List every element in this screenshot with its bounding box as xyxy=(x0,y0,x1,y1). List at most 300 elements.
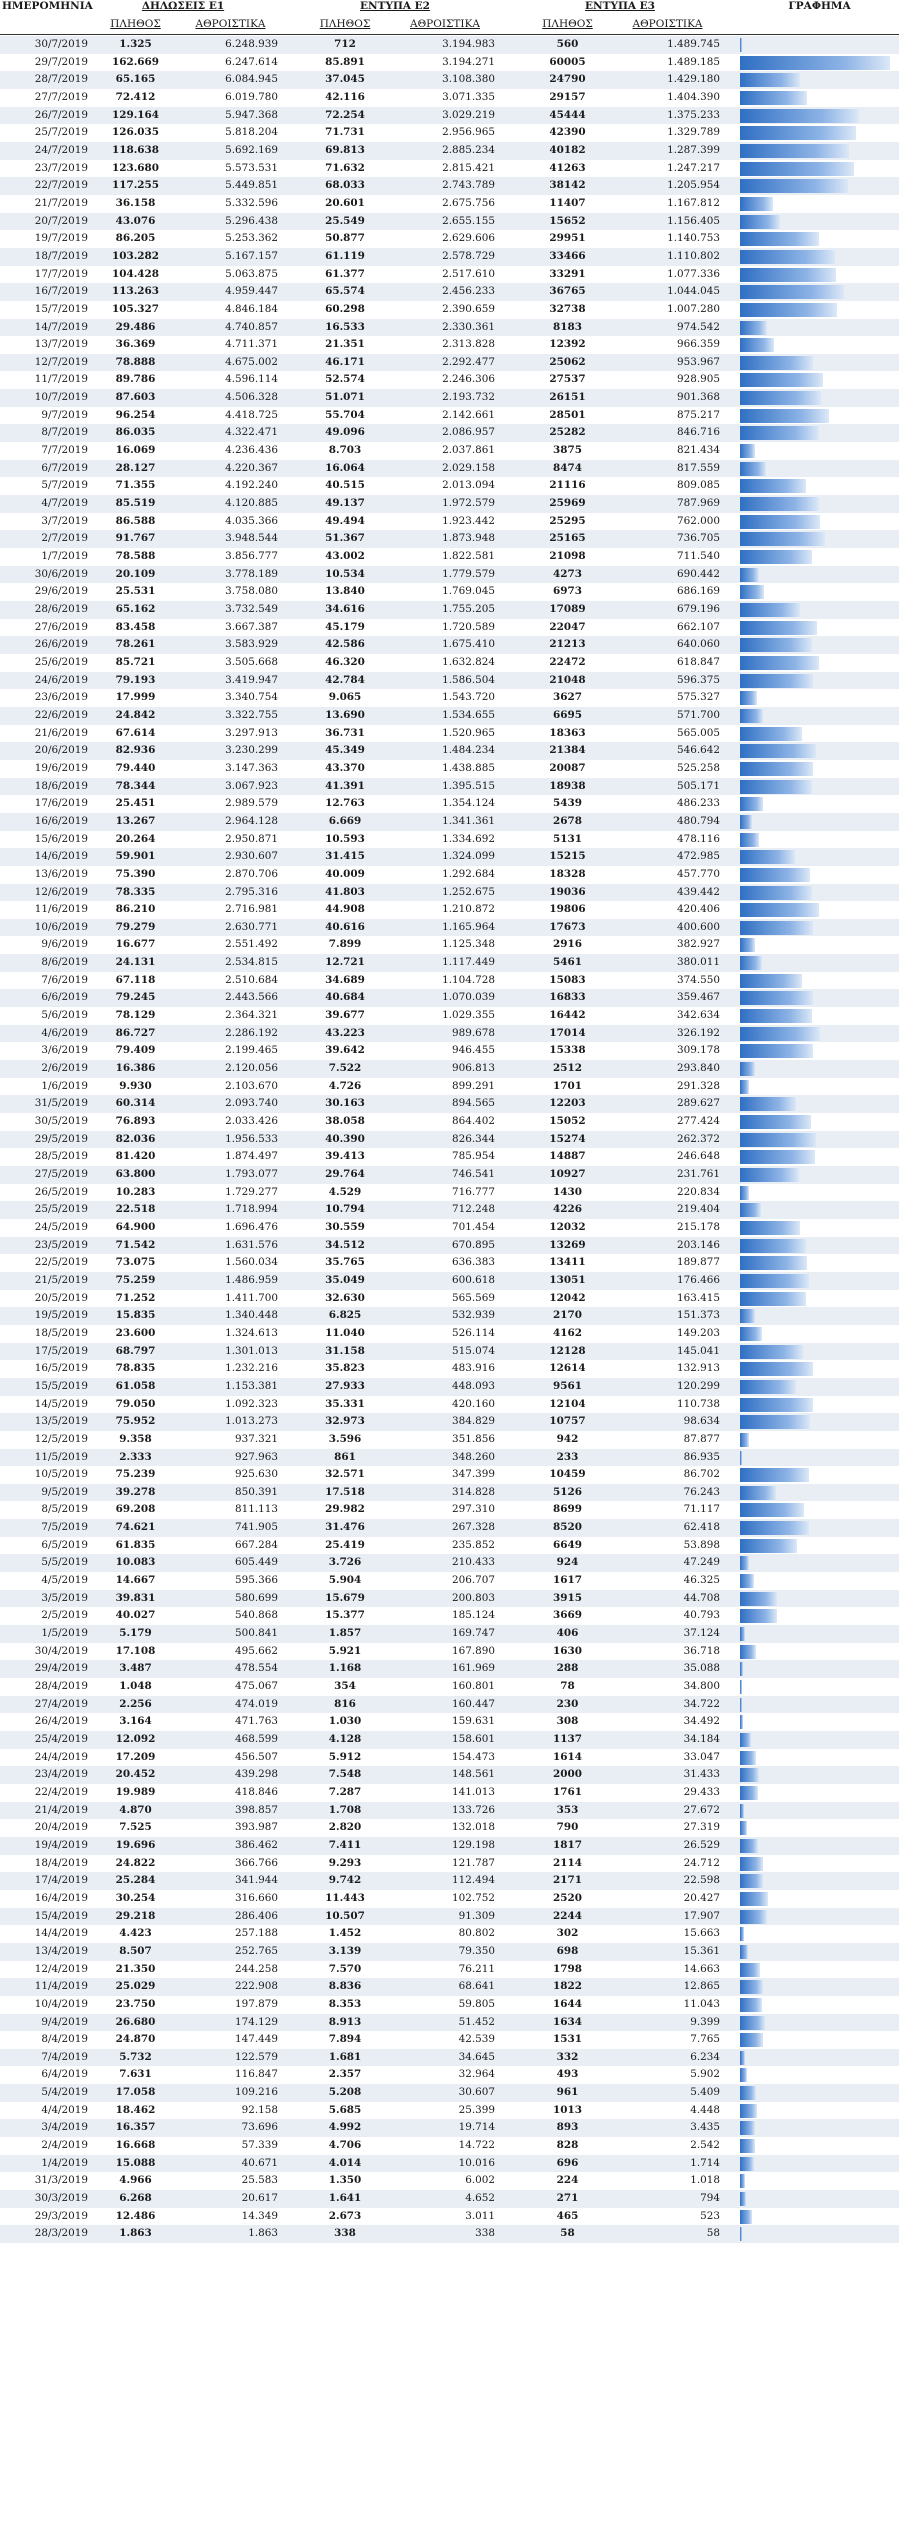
e2-cumulative-cell: 2.578.729 xyxy=(442,249,495,262)
e1-cumulative-cell: 2.093.740 xyxy=(225,1097,278,1110)
table-row xyxy=(0,636,899,654)
e3-cumulative-cell: 34.800 xyxy=(683,1680,720,1693)
e2-count-cell: 5.904 xyxy=(328,1574,362,1587)
e2-count-cell: 354 xyxy=(334,1680,356,1693)
data-bar xyxy=(740,1662,743,1676)
e1-cumulative-cell: 1.340.448 xyxy=(225,1309,278,1322)
e3-cumulative-cell: 22.598 xyxy=(683,1874,720,1887)
e1-cumulative-cell: 2.510.684 xyxy=(225,973,278,986)
e2-cumulative-cell: 1.117.449 xyxy=(442,956,495,969)
date-cell: 8/5/2019 xyxy=(41,1503,88,1516)
e1-count-cell: 36.369 xyxy=(115,338,156,351)
e3-cumulative-cell: 20.427 xyxy=(683,1891,720,1904)
e3-count-cell: 60005 xyxy=(549,55,586,68)
e2-cumulative-cell: 989.678 xyxy=(452,1026,495,1039)
e3-cumulative-cell: 486.233 xyxy=(677,797,720,810)
e1-count-cell: 20.264 xyxy=(115,832,156,845)
e2-count-cell: 1.030 xyxy=(328,1715,362,1728)
e1-cumulative-cell: 147.449 xyxy=(235,2033,278,2046)
e2-cumulative-cell: 235.852 xyxy=(452,1538,495,1551)
table-row xyxy=(0,1696,899,1714)
data-bar xyxy=(740,1539,797,1553)
e2-cumulative-cell: 1.534.655 xyxy=(442,708,495,721)
e3-cumulative-cell: 326.192 xyxy=(677,1026,720,1039)
data-bar xyxy=(740,2068,747,2082)
e1-count-cell: 4.870 xyxy=(119,1803,152,1816)
e2-cumulative-cell: 1.873.948 xyxy=(442,532,495,545)
table-row xyxy=(0,1961,899,1979)
e1-count-cell: 79.409 xyxy=(115,1044,156,1057)
e3-cumulative-cell: 690.442 xyxy=(677,567,720,580)
e2-cumulative-cell: 1.586.504 xyxy=(442,673,495,686)
data-bar xyxy=(740,1645,756,1659)
e2-cumulative-cell: 1.341.361 xyxy=(442,814,495,827)
e3-count-cell: 3669 xyxy=(553,1609,582,1622)
table-row xyxy=(0,1007,899,1025)
e3-count-cell: 12032 xyxy=(549,1220,586,1233)
table-row xyxy=(0,1572,899,1590)
e2-cumulative-cell: 2.675.756 xyxy=(442,196,495,209)
date-cell: 14/5/2019 xyxy=(34,1397,88,1410)
data-bar xyxy=(740,991,813,1005)
e2-count-cell: 29.764 xyxy=(325,1168,365,1180)
e1-count-cell: 25.531 xyxy=(115,585,156,598)
e1-cumulative-cell: 2.443.566 xyxy=(225,991,278,1004)
e3-count-cell: 12614 xyxy=(549,1362,586,1375)
e2-count-cell: 32.973 xyxy=(325,1415,365,1428)
e1-count-cell: 26.680 xyxy=(115,2015,156,2028)
e2-count-cell: 338 xyxy=(334,2227,356,2240)
table-row xyxy=(0,1307,899,1325)
e3-cumulative-cell: 928.905 xyxy=(677,373,720,386)
e3-count-cell: 25282 xyxy=(549,426,586,439)
e1-count-cell: 76.893 xyxy=(115,1115,156,1128)
table-row xyxy=(0,1201,899,1219)
e3-cumulative-cell: 686.169 xyxy=(677,585,720,598)
date-cell: 19/6/2019 xyxy=(34,761,88,774)
e3-count-cell: 25062 xyxy=(549,355,586,368)
e2-cumulative-cell: 80.802 xyxy=(458,1927,495,1940)
e1-cumulative-cell: 4.220.367 xyxy=(225,461,278,474)
date-cell: 14/6/2019 xyxy=(34,850,88,863)
e2-cumulative-cell: 160.801 xyxy=(452,1680,495,1693)
e1-count-cell: 15.835 xyxy=(115,1309,156,1322)
e1-cumulative-cell: 393.987 xyxy=(235,1821,278,1834)
e3-count-cell: 45444 xyxy=(549,108,586,121)
e1-cumulative-cell: 3.778.189 xyxy=(225,567,278,580)
e3-count-cell: 4226 xyxy=(553,1203,582,1216)
e2-count-cell: 69.813 xyxy=(325,143,365,156)
e1-count-cell: 9.358 xyxy=(119,1432,152,1445)
data-bar xyxy=(740,638,812,652)
e2-count-cell: 21.351 xyxy=(325,338,365,351)
date-cell: 7/7/2019 xyxy=(41,444,88,457)
e1-count-cell: 16.357 xyxy=(115,2121,156,2134)
data-bar xyxy=(740,1062,755,1076)
e3-count-cell: 58 xyxy=(560,2227,575,2240)
table-row xyxy=(0,1484,899,1502)
e2-cumulative-cell: 1.395.515 xyxy=(442,779,495,792)
data-bar xyxy=(740,1768,759,1782)
e3-cumulative-cell: 1.489.185 xyxy=(667,55,720,68)
data-bar xyxy=(740,1751,756,1765)
data-bar xyxy=(740,144,849,158)
e3-count-cell: 1617 xyxy=(553,1574,582,1587)
e3-count-cell: 16442 xyxy=(549,1009,586,1022)
table-row xyxy=(0,1166,899,1184)
e3-count-cell: 2244 xyxy=(553,1909,582,1922)
e2-count-cell: 8.353 xyxy=(328,1997,362,2010)
data-bar xyxy=(740,109,859,123)
e3-count-cell: 1822 xyxy=(553,1980,582,1993)
e3-cumulative-cell: 37.124 xyxy=(683,1627,720,1640)
e2-count-cell: 31.158 xyxy=(325,1344,365,1357)
data-bar xyxy=(740,1486,776,1500)
e3-cumulative-cell: 35.088 xyxy=(683,1662,720,1675)
e1-cumulative-cell: 366.766 xyxy=(235,1856,278,1869)
e2-cumulative-cell: 160.447 xyxy=(452,1697,495,1710)
e3-cumulative-cell: 794 xyxy=(700,2192,720,2205)
data-bar xyxy=(740,179,848,193)
date-cell: 9/6/2019 xyxy=(41,938,88,951)
e3-count-cell: 5461 xyxy=(553,956,582,969)
e3-count-cell: 24790 xyxy=(549,73,586,86)
e3-cumulative-cell: 34.184 xyxy=(683,1733,720,1745)
date-cell: 11/6/2019 xyxy=(34,903,88,916)
date-cell: 12/7/2019 xyxy=(34,355,88,368)
e1-count-cell: 75.952 xyxy=(115,1415,156,1428)
e2-count-cell: 1.168 xyxy=(328,1662,362,1675)
e2-cumulative-cell: 636.383 xyxy=(452,1256,495,1269)
e3-cumulative-cell: 546.642 xyxy=(677,744,720,757)
e2-count-cell: 43.370 xyxy=(325,761,365,774)
e3-count-cell: 233 xyxy=(556,1450,579,1463)
table-row xyxy=(0,566,899,584)
e1-cumulative-cell: 495.662 xyxy=(235,1644,278,1657)
date-cell: 21/6/2019 xyxy=(34,726,88,739)
e2-cumulative-cell: 826.344 xyxy=(452,1132,495,1145)
e2-cumulative-cell: 351.856 xyxy=(452,1432,495,1445)
e1-count-cell: 86.727 xyxy=(115,1026,156,1039)
e1-count-cell: 78.261 xyxy=(115,638,156,651)
e2-count-cell: 7.899 xyxy=(328,938,362,951)
e2-count-cell: 7.411 xyxy=(328,1838,362,1851)
data-bar xyxy=(740,1044,813,1058)
data-bar xyxy=(740,56,890,70)
e1-count-cell: 10.283 xyxy=(115,1185,156,1198)
e3-count-cell: 19806 xyxy=(549,903,586,916)
e2-count-cell: 45.179 xyxy=(325,620,365,633)
date-cell: 25/7/2019 xyxy=(34,126,88,139)
e2-cumulative-cell: 129.198 xyxy=(452,1838,495,1851)
e2-count-cell: 9.742 xyxy=(328,1874,362,1887)
e1-cumulative-cell: 5.573.531 xyxy=(225,161,278,174)
e1-cumulative-cell: 316.660 xyxy=(235,1891,278,1904)
e2-cumulative-cell: 347.399 xyxy=(452,1468,495,1481)
e1-cumulative-cell: 418.846 xyxy=(235,1785,278,1798)
e1-cumulative-cell: 474.019 xyxy=(235,1697,278,1710)
e3-cumulative-cell: 480.794 xyxy=(677,814,720,827)
e1-cumulative-cell: 741.905 xyxy=(235,1521,278,1534)
table-row xyxy=(0,2119,899,2137)
e3-cumulative-cell: 29.433 xyxy=(683,1785,720,1798)
date-cell: 4/7/2019 xyxy=(41,497,88,510)
e3-count-cell: 3915 xyxy=(553,1591,582,1604)
subheader-e1-count: ΠΛΗΘΟΣ xyxy=(110,18,161,30)
e2-cumulative-cell: 200.803 xyxy=(452,1591,495,1604)
e2-cumulative-cell: 2.193.732 xyxy=(442,391,495,404)
e1-cumulative-cell: 5.947.368 xyxy=(225,108,278,121)
data-bar xyxy=(740,1186,749,1200)
e3-cumulative-cell: 132.913 xyxy=(677,1362,720,1375)
e3-count-cell: 10927 xyxy=(549,1168,586,1180)
date-cell: 28/7/2019 xyxy=(34,73,88,86)
e1-cumulative-cell: 1.092.323 xyxy=(225,1397,278,1410)
e3-cumulative-cell: 110.738 xyxy=(677,1397,720,1410)
e2-count-cell: 60.298 xyxy=(325,302,365,315)
e1-count-cell: 30.254 xyxy=(115,1891,156,1904)
e2-count-cell: 43.002 xyxy=(325,550,365,563)
table-row xyxy=(0,2172,899,2190)
e1-count-cell: 24.131 xyxy=(115,956,156,969)
e2-count-cell: 9.293 xyxy=(328,1856,362,1869)
date-cell: 13/6/2019 xyxy=(34,867,88,880)
table-row xyxy=(0,2225,899,2243)
header-divider xyxy=(0,34,899,35)
e3-count-cell: 33466 xyxy=(549,249,586,262)
e1-cumulative-cell: 341.944 xyxy=(235,1874,278,1887)
e1-count-cell: 16.668 xyxy=(115,2139,156,2152)
e3-count-cell: 698 xyxy=(556,1944,579,1957)
e1-cumulative-cell: 14.349 xyxy=(241,2209,278,2222)
date-cell: 9/5/2019 xyxy=(41,1485,88,1498)
e3-count-cell: 10757 xyxy=(549,1415,586,1428)
e2-count-cell: 42.586 xyxy=(325,638,365,651)
e1-count-cell: 117.255 xyxy=(112,179,159,192)
e2-count-cell: 1.641 xyxy=(328,2192,362,2205)
e1-count-cell: 4.423 xyxy=(119,1927,152,1940)
e1-cumulative-cell: 3.758.080 xyxy=(225,585,278,598)
e1-count-cell: 29.218 xyxy=(115,1909,156,1922)
table-row xyxy=(0,1625,899,1643)
date-cell: 12/4/2019 xyxy=(34,1962,88,1975)
data-bar xyxy=(740,903,819,917)
e1-cumulative-cell: 1.013.273 xyxy=(225,1415,278,1428)
e3-count-cell: 8520 xyxy=(553,1521,582,1534)
e3-count-cell: 12392 xyxy=(549,338,586,351)
e3-cumulative-cell: 762.000 xyxy=(677,514,720,527)
e2-cumulative-cell: 297.310 xyxy=(452,1503,495,1516)
date-cell: 24/5/2019 xyxy=(34,1220,88,1233)
data-bar xyxy=(740,497,819,511)
e3-count-cell: 288 xyxy=(556,1662,579,1675)
table-row xyxy=(0,1378,899,1396)
e1-count-cell: 89.786 xyxy=(115,373,156,386)
e2-count-cell: 12.721 xyxy=(325,956,365,969)
table-row xyxy=(0,1025,899,1043)
e1-count-cell: 17.999 xyxy=(115,691,156,704)
e2-count-cell: 61.377 xyxy=(325,267,365,280)
table-row xyxy=(0,248,899,266)
e3-cumulative-cell: 736.705 xyxy=(677,532,720,545)
e2-count-cell: 1.681 xyxy=(328,2050,362,2063)
data-bar xyxy=(740,2157,754,2171)
data-bar xyxy=(740,1027,820,1041)
e1-count-cell: 17.058 xyxy=(115,2086,156,2099)
data-bar xyxy=(740,2051,745,2065)
e3-cumulative-cell: 1.007.280 xyxy=(667,302,720,315)
e3-count-cell: 14887 xyxy=(549,1150,586,1163)
e1-cumulative-cell: 1.560.034 xyxy=(225,1256,278,1269)
data-bar xyxy=(740,674,813,688)
e1-cumulative-cell: 1.153.381 xyxy=(225,1379,278,1392)
data-bar xyxy=(740,2210,752,2224)
e1-count-cell: 86.588 xyxy=(115,514,156,527)
data-bar xyxy=(740,1398,813,1412)
e3-count-cell: 78 xyxy=(560,1680,575,1693)
table-row xyxy=(0,530,899,548)
e1-cumulative-cell: 1.631.576 xyxy=(225,1238,278,1251)
date-cell: 27/6/2019 xyxy=(34,620,88,633)
e3-count-cell: 2171 xyxy=(553,1874,582,1887)
date-cell: 1/5/2019 xyxy=(41,1627,88,1640)
data-bar xyxy=(740,338,774,352)
table-row xyxy=(0,1643,899,1661)
e2-count-cell: 712 xyxy=(334,38,356,50)
table-row xyxy=(0,548,899,566)
e1-count-cell: 71.252 xyxy=(115,1291,156,1304)
date-cell: 15/5/2019 xyxy=(34,1379,88,1392)
e1-count-cell: 68.797 xyxy=(115,1344,156,1357)
e1-count-cell: 20.109 xyxy=(115,567,156,580)
e2-count-cell: 35.049 xyxy=(325,1273,365,1286)
e1-cumulative-cell: 2.630.771 xyxy=(225,920,278,933)
e3-count-cell: 12104 xyxy=(549,1397,586,1410)
e1-cumulative-cell: 5.296.438 xyxy=(225,214,278,227)
e1-cumulative-cell: 456.507 xyxy=(235,1750,278,1763)
e3-cumulative-cell: 176.466 xyxy=(677,1273,720,1286)
e3-count-cell: 1614 xyxy=(553,1750,582,1763)
e2-count-cell: 35.331 xyxy=(325,1397,365,1410)
e2-count-cell: 1.708 xyxy=(328,1803,362,1816)
e3-count-cell: 21213 xyxy=(549,638,586,651)
e3-count-cell: 2678 xyxy=(553,814,582,827)
e3-count-cell: 308 xyxy=(556,1715,579,1728)
e3-cumulative-cell: 974.542 xyxy=(677,320,720,333)
e1-cumulative-cell: 4.506.328 xyxy=(225,391,278,404)
table-row xyxy=(0,2102,899,2120)
e2-cumulative-cell: 167.890 xyxy=(452,1644,495,1657)
e1-cumulative-cell: 1.486.959 xyxy=(225,1273,278,1286)
data-bar xyxy=(740,1927,744,1941)
date-cell: 26/7/2019 xyxy=(34,108,88,121)
table-row xyxy=(0,831,899,849)
e3-count-cell: 10459 xyxy=(549,1468,586,1481)
e2-cumulative-cell: 34.645 xyxy=(458,2050,495,2063)
e2-cumulative-cell: 59.805 xyxy=(458,1997,495,2010)
e2-count-cell: 11.443 xyxy=(325,1891,365,1904)
e3-count-cell: 353 xyxy=(556,1803,579,1816)
date-cell: 6/7/2019 xyxy=(41,461,88,474)
e2-count-cell: 31.415 xyxy=(325,850,365,863)
e3-count-cell: 6695 xyxy=(553,708,582,721)
e1-cumulative-cell: 2.989.579 xyxy=(225,797,278,810)
table-row xyxy=(0,319,899,337)
e3-count-cell: 36765 xyxy=(549,285,586,298)
e3-cumulative-cell: 58 xyxy=(706,2227,720,2240)
e1-count-cell: 16.386 xyxy=(115,1062,156,1075)
e2-count-cell: 46.171 xyxy=(325,355,365,368)
e1-count-cell: 13.267 xyxy=(115,814,156,827)
e2-count-cell: 7.522 xyxy=(328,1062,362,1075)
header-chart: ΓΡΑΦΗΜΑ xyxy=(788,0,851,12)
e3-cumulative-cell: 374.550 xyxy=(677,973,720,986)
e1-count-cell: 7.631 xyxy=(119,2068,152,2081)
e3-cumulative-cell: 120.299 xyxy=(677,1379,720,1392)
e3-cumulative-cell: 1.429.180 xyxy=(667,73,720,86)
header-date: ΗΜΕΡΟΜΗΝΙΑ xyxy=(2,0,93,12)
date-cell: 21/5/2019 xyxy=(34,1273,88,1286)
e3-cumulative-cell: 5.902 xyxy=(690,2068,720,2081)
table-row xyxy=(0,1042,899,1060)
e2-count-cell: 40.684 xyxy=(325,991,365,1004)
e1-cumulative-cell: 252.765 xyxy=(235,1944,278,1957)
e3-count-cell: 25969 xyxy=(549,497,586,510)
e3-cumulative-cell: 1.110.802 xyxy=(667,249,720,262)
data-bar xyxy=(740,532,825,546)
e1-cumulative-cell: 3.322.755 xyxy=(225,708,278,721)
data-bar xyxy=(740,1256,807,1270)
table-row xyxy=(0,1872,899,1890)
date-cell: 18/7/2019 xyxy=(34,249,88,262)
e3-cumulative-cell: 575.327 xyxy=(677,691,720,704)
e1-count-cell: 78.335 xyxy=(115,885,156,898)
e2-count-cell: 31.476 xyxy=(325,1521,365,1534)
e2-count-cell: 39.642 xyxy=(325,1044,365,1057)
date-cell: 30/3/2019 xyxy=(34,2192,88,2205)
e1-cumulative-cell: 3.340.754 xyxy=(225,691,278,704)
e2-cumulative-cell: 1.070.039 xyxy=(442,991,495,1004)
table-row xyxy=(0,1943,899,1961)
data-bar xyxy=(740,373,823,387)
e2-count-cell: 15.377 xyxy=(325,1609,365,1622)
e3-cumulative-cell: 291.328 xyxy=(677,1079,720,1092)
e2-cumulative-cell: 1.354.124 xyxy=(442,797,495,810)
e3-cumulative-cell: 1.247.217 xyxy=(667,161,720,174)
e1-count-cell: 4.966 xyxy=(119,2174,152,2187)
e2-cumulative-cell: 91.309 xyxy=(458,1909,495,1922)
e1-cumulative-cell: 471.763 xyxy=(235,1715,278,1728)
e1-cumulative-cell: 2.534.815 xyxy=(225,956,278,969)
e1-count-cell: 86.035 xyxy=(115,426,156,439)
e2-count-cell: 4.014 xyxy=(328,2156,362,2169)
date-cell: 2/5/2019 xyxy=(41,1609,88,1622)
e3-cumulative-cell: 62.418 xyxy=(683,1521,720,1534)
table-row xyxy=(0,371,899,389)
e3-cumulative-cell: 1.044.045 xyxy=(667,285,720,298)
e3-count-cell: 465 xyxy=(556,2209,579,2222)
date-cell: 28/6/2019 xyxy=(34,603,88,615)
e2-count-cell: 2.357 xyxy=(328,2068,362,2081)
e3-count-cell: 1630 xyxy=(553,1644,582,1657)
e1-count-cell: 15.088 xyxy=(115,2156,156,2169)
date-cell: 22/4/2019 xyxy=(34,1785,88,1798)
e2-count-cell: 32.571 xyxy=(325,1468,365,1481)
e3-cumulative-cell: 71.117 xyxy=(683,1503,720,1516)
e3-cumulative-cell: 821.434 xyxy=(677,444,720,457)
table-row xyxy=(0,336,899,354)
e3-cumulative-cell: 34.722 xyxy=(683,1697,720,1710)
